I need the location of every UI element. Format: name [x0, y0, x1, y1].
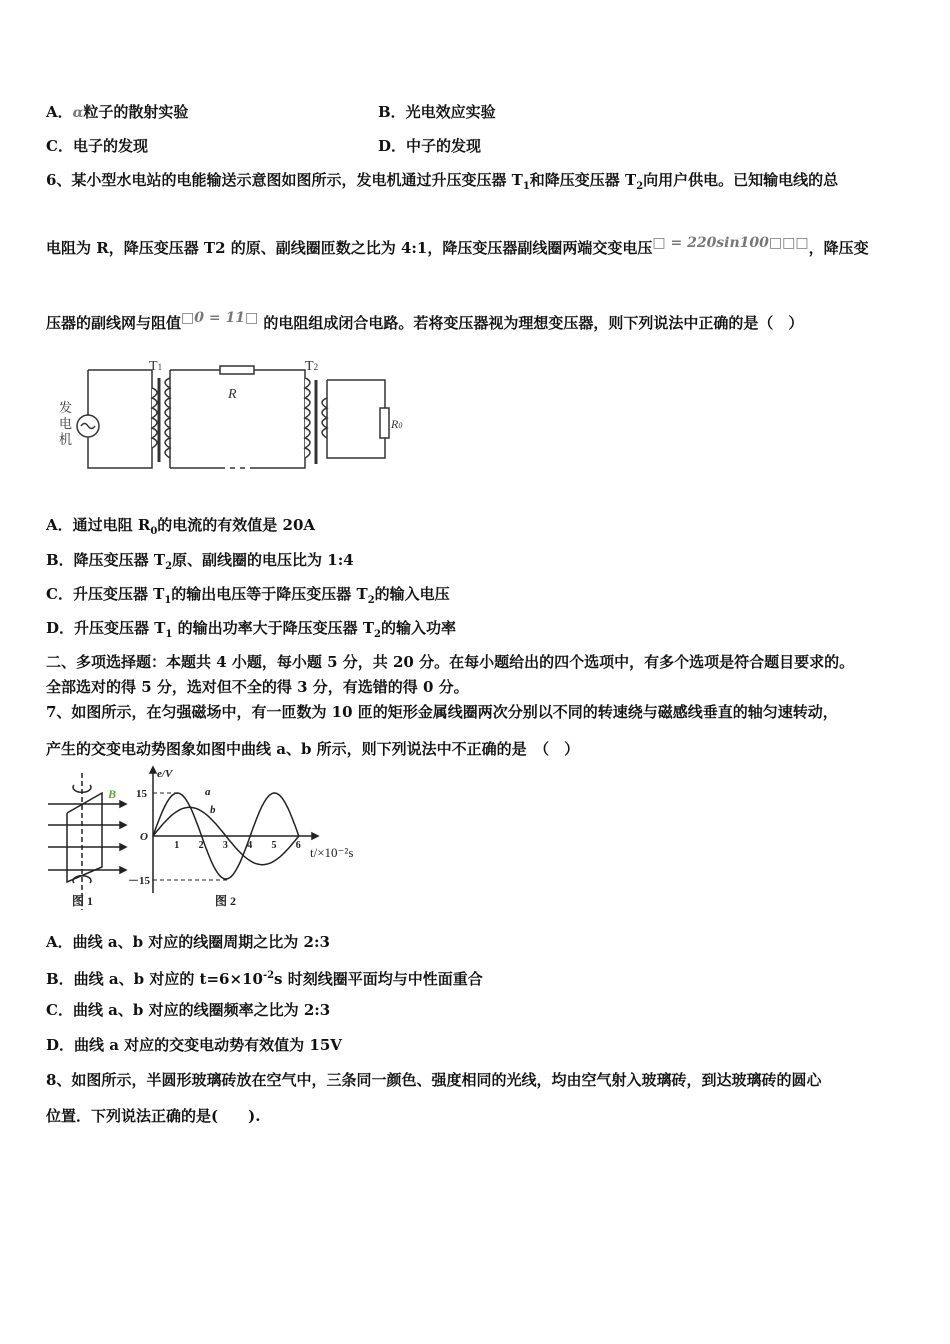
- q6-option-a: A．通过电阻 $R_0$的电流的有效值是 20A: [46, 516, 316, 537]
- section2-line2: 全部选对的得 5 分，选对但不全的得 3 分，有选错的得 0 分。: [46, 678, 469, 696]
- y-tick-neg15: －15: [128, 875, 150, 887]
- y-axis-label: e/V: [157, 768, 173, 780]
- t1-label: T1: [149, 359, 163, 374]
- x-axis-label: t/×10⁻²s: [310, 845, 354, 860]
- r-label: R: [228, 387, 237, 402]
- q8-line2: 位置．下列说法正确的是( ).: [46, 1107, 261, 1125]
- q6-line2: 电阻为 R，降压变压器 T2 的原、副线圈匝数之比为 4:1，降压变压器副线圈两端交变电压$^{□ = 220sin100□□□}$，降压变: [46, 235, 869, 257]
- r0-label: R0: [391, 417, 403, 431]
- y-tick-15: 15: [136, 788, 147, 800]
- x-tick: 1: [174, 840, 180, 851]
- gen-label: 发: [59, 400, 73, 415]
- q5-option-a: A．α粒子的散射实验: [46, 103, 189, 121]
- fig2-caption: 图 2: [215, 894, 237, 908]
- svg-text:机: 机: [59, 432, 73, 447]
- q5-option-b: B．光电效应实验: [378, 103, 496, 121]
- q7-option-d: D．曲线 a 对应的交变电动势有效值为 15V: [46, 1036, 342, 1054]
- section2-line1: 二、多项选择题：本题共 4 小题，每小题 5 分，共 20 分。在每小题给出的四个选项中，有多个选项是符合题目要求的。: [46, 653, 855, 671]
- q5-option-d: D．中子的发现: [378, 137, 482, 155]
- curve-a-label: a: [205, 786, 211, 798]
- q6-line1: 6、某小型水电站的电能输送示意图如图所示，发电机通过升压变压器 $T_1$和降压变压器 $T_2$向用户供电。已知输电线的总: [46, 171, 839, 192]
- q6-option-b: B．降压变压器 $T_2$原、副线圈的电压比为 1:4: [46, 551, 354, 572]
- x-tick: 3: [222, 840, 228, 851]
- x-tick: 5: [271, 840, 277, 851]
- q7-line1: 7、如图所示，在匀强磁场中，有一匝数为 10 匝的矩形金属线圈两次分别以不同的转速绕与磁感线垂直的轴匀速转动，: [46, 703, 838, 721]
- formula-resistance: □0 = 11□: [181, 310, 259, 326]
- q7-option-c: C．曲线 a、b 对应的线圈频率之比为 2:3: [46, 1001, 331, 1019]
- x-tick: 2: [198, 840, 204, 851]
- x-tick: 6: [295, 840, 301, 851]
- q5-option-c: C．电子的发现: [46, 137, 148, 155]
- q8-line1: 8、如图所示，半圆形玻璃砖放在空气中，三条同一颜色、强度相同的光线，均由空气射入玻璃砖，到达玻璃砖的圆心: [46, 1071, 822, 1089]
- q7-option-b: B．曲线 a、b 对应的 $t=6\times 10^{-2}s$ 时刻线圈平面均与中性面重合: [46, 970, 483, 988]
- q6-option-c: C．升压变压器 $T_1$的输出电压等于降压变压器 $T_2$的输入电压: [46, 585, 450, 606]
- q7-option-a: A．曲线 a、b 对应的线圈周期之比为 2:3: [46, 933, 330, 951]
- svg-text:电: 电: [59, 416, 73, 431]
- q6-option-d: D．升压变压器 $T_1$ 的输出功率大于降压变压器 $T_2$的输入功率: [46, 619, 456, 640]
- curve-b-label: b: [210, 804, 216, 816]
- x-tick: 4: [247, 840, 253, 851]
- circuit-diagram: [55, 358, 415, 476]
- fig1-caption: 图 1: [72, 894, 94, 908]
- b-field-label: B: [108, 787, 117, 801]
- q6-line3: 压器的副线网与阻值$^{□0 = 11□}$ 的电阻组成闭合电路。若将变压器视为理想变压器，则下列说法中正确的是（ ）: [46, 310, 804, 332]
- origin-label: O: [140, 831, 148, 843]
- q7-line2: 产生的交变电动势图象如图中曲线 a、b 所示，则下列说法中不正确的是 （ ）: [46, 740, 580, 758]
- t2-label: T2: [305, 359, 319, 374]
- formula-voltage: □ = 220sin100□□□: [652, 235, 809, 251]
- q7-figure: [40, 765, 380, 915]
